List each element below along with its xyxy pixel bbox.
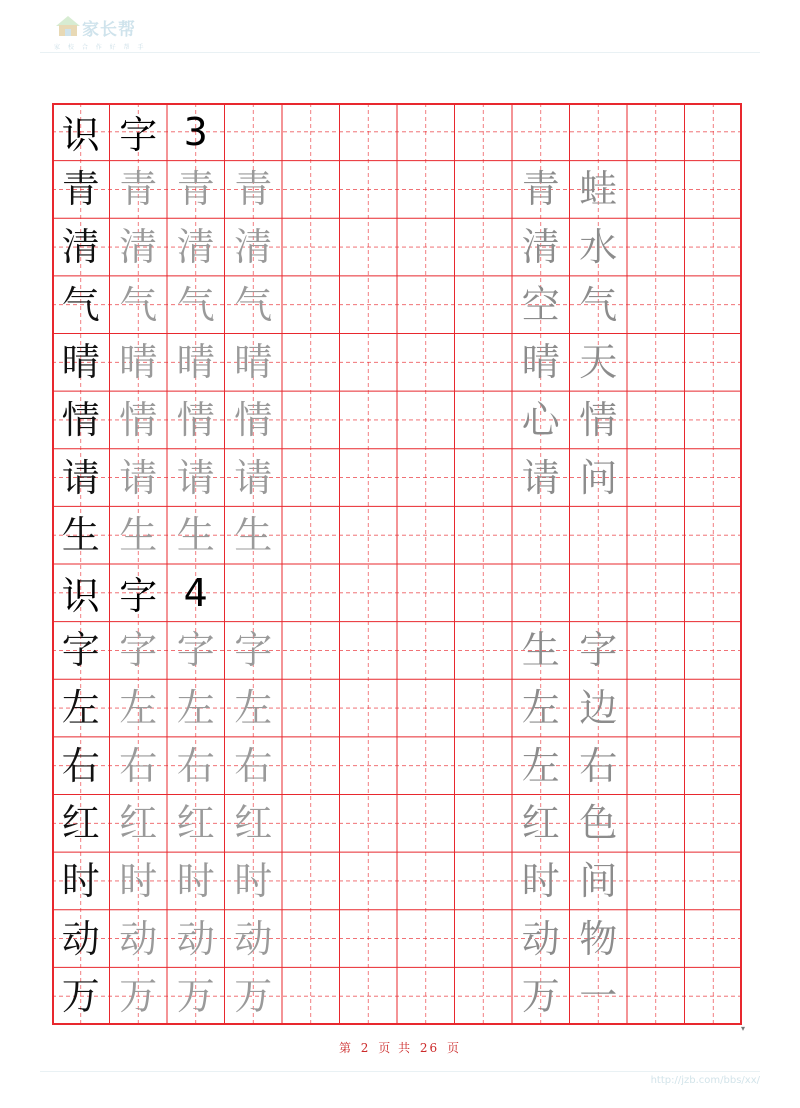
page-prefix: 第 xyxy=(338,1041,353,1055)
trace-char: 动 xyxy=(234,916,273,961)
trace-char: 气 xyxy=(119,282,158,327)
word-char: 边 xyxy=(579,686,618,731)
page-current: 2 xyxy=(360,1041,371,1055)
page-suffix: 页 xyxy=(447,1041,462,1055)
heading-char: 字 xyxy=(119,113,158,158)
trace-char: 青 xyxy=(176,167,215,212)
section-heading xyxy=(52,564,742,622)
model-char: 生 xyxy=(61,513,100,558)
trace-char: 右 xyxy=(176,743,215,788)
trace-char: 生 xyxy=(176,513,215,558)
trace-char: 左 xyxy=(119,686,158,731)
trace-char: 情 xyxy=(176,397,215,442)
word-char: 左 xyxy=(521,743,560,788)
trace-char: 万 xyxy=(176,974,215,1019)
word-char: 蛙 xyxy=(579,167,618,212)
word-char: 水 xyxy=(579,225,618,270)
brand-logo xyxy=(54,14,164,54)
model-char: 情 xyxy=(61,397,100,442)
trace-char: 晴 xyxy=(234,340,273,385)
trace-char: 红 xyxy=(234,801,273,846)
trace-char: 左 xyxy=(176,686,215,731)
practice-row xyxy=(52,506,742,564)
trace-char: 时 xyxy=(234,858,273,903)
page-total: 26 xyxy=(419,1041,440,1055)
trace-char: 情 xyxy=(119,397,158,442)
footer-url: http://jzb.com/bbs/xx/ xyxy=(650,1075,760,1086)
trace-char: 气 xyxy=(234,282,273,327)
practice-row xyxy=(52,161,742,219)
trace-char: 红 xyxy=(119,801,158,846)
trace-char: 请 xyxy=(234,455,273,500)
word-char: 右 xyxy=(579,743,618,788)
word-char: 动 xyxy=(521,916,560,961)
trace-char: 青 xyxy=(119,167,158,212)
word-char: 气 xyxy=(579,282,618,327)
model-char: 动 xyxy=(61,916,100,961)
practice-row xyxy=(52,852,742,910)
heading-char: 识 xyxy=(61,574,100,619)
practice-row xyxy=(52,737,742,795)
word-char: 间 xyxy=(579,858,618,903)
word-char: 色 xyxy=(579,801,618,846)
model-char: 晴 xyxy=(61,340,100,385)
trace-char: 请 xyxy=(119,455,158,500)
heading-char: 3 xyxy=(183,109,208,154)
word-char: 心 xyxy=(521,397,560,442)
trace-char: 晴 xyxy=(119,340,158,385)
heading-char: 识 xyxy=(61,113,100,158)
trace-char: 请 xyxy=(176,455,215,500)
practice-grid xyxy=(52,103,742,1025)
practice-row xyxy=(52,622,742,680)
trace-char: 清 xyxy=(234,225,273,270)
word-char: 生 xyxy=(521,628,560,673)
trace-char: 万 xyxy=(119,974,158,1019)
word-char: 空 xyxy=(521,282,560,327)
word-char: 时 xyxy=(521,858,560,903)
model-char: 左 xyxy=(61,686,100,731)
model-char: 青 xyxy=(61,167,100,212)
model-char: 时 xyxy=(61,858,100,903)
word-char: 字 xyxy=(579,628,618,673)
trace-char: 清 xyxy=(119,225,158,270)
word-char: 清 xyxy=(521,225,560,270)
word-char: 情 xyxy=(579,397,618,442)
model-char: 气 xyxy=(61,282,100,327)
page-mid: 页 共 xyxy=(378,1041,413,1055)
heading-char: 4 xyxy=(183,570,208,615)
brand-name: 家长帮 xyxy=(82,20,136,40)
trace-char: 气 xyxy=(176,282,215,327)
practice-row xyxy=(52,391,742,449)
word-char: 一 xyxy=(579,974,618,1019)
trace-char: 时 xyxy=(119,858,158,903)
trace-char: 字 xyxy=(234,628,273,673)
trace-char: 动 xyxy=(176,916,215,961)
heading-char: 字 xyxy=(119,574,158,619)
trace-char: 生 xyxy=(119,513,158,558)
word-char: 红 xyxy=(521,801,560,846)
model-char: 右 xyxy=(61,743,100,788)
header-divider xyxy=(40,52,760,53)
trace-char: 情 xyxy=(234,397,273,442)
trace-char: 青 xyxy=(234,167,273,212)
trace-char: 右 xyxy=(234,743,273,788)
trace-char: 红 xyxy=(176,801,215,846)
practice-row xyxy=(52,334,742,392)
section-heading xyxy=(52,103,742,161)
model-char: 清 xyxy=(61,225,100,270)
practice-row xyxy=(52,910,742,968)
word-char: 天 xyxy=(579,340,618,385)
trace-char: 字 xyxy=(119,628,158,673)
brand-tagline: 家 校 合 作 好 帮 手 xyxy=(54,44,147,51)
practice-row xyxy=(52,218,742,276)
trace-char: 万 xyxy=(234,974,273,1019)
corner-mark: ▾ xyxy=(741,1024,746,1033)
practice-row xyxy=(52,795,742,853)
word-char: 万 xyxy=(521,974,560,1019)
practice-row xyxy=(52,967,742,1025)
model-char: 万 xyxy=(61,974,100,1019)
model-char: 请 xyxy=(61,455,100,500)
trace-char: 右 xyxy=(119,743,158,788)
word-char: 晴 xyxy=(521,340,560,385)
house-icon xyxy=(54,14,82,38)
trace-char: 字 xyxy=(176,628,215,673)
trace-char: 清 xyxy=(176,225,215,270)
page-number xyxy=(0,1039,800,1056)
word-char: 请 xyxy=(521,455,560,500)
practice-row xyxy=(52,276,742,334)
trace-char: 晴 xyxy=(176,340,215,385)
trace-char: 时 xyxy=(176,858,215,903)
practice-row xyxy=(52,449,742,507)
word-char: 问 xyxy=(579,455,618,500)
word-char: 物 xyxy=(579,916,618,961)
trace-char: 动 xyxy=(119,916,158,961)
model-char: 红 xyxy=(61,801,100,846)
footer-divider xyxy=(40,1071,760,1072)
word-char: 青 xyxy=(521,167,560,212)
practice-row xyxy=(52,679,742,737)
word-char: 左 xyxy=(521,686,560,731)
trace-char: 生 xyxy=(234,513,273,558)
model-char: 字 xyxy=(61,628,100,673)
trace-char: 左 xyxy=(234,686,273,731)
